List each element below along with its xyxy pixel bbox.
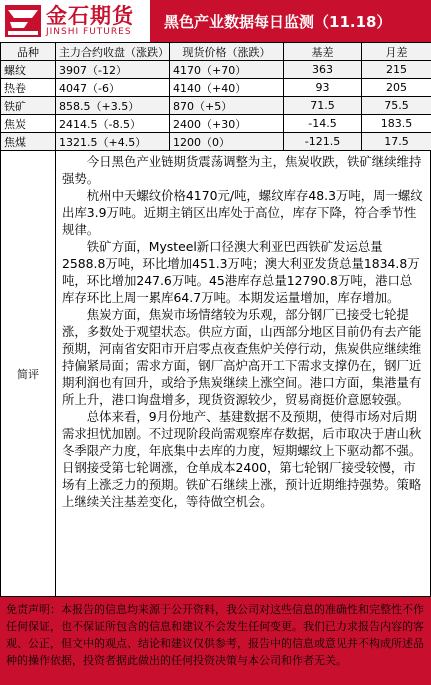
spot-price: 1200（0） [170, 133, 284, 151]
month-spread-value: 205 [362, 79, 431, 97]
basis-value: 363 [284, 61, 362, 79]
column-header: 主力合约收盘（涨跌） [56, 43, 170, 61]
futures-close: 4047（-6） [56, 79, 170, 97]
column-header: 基差 [284, 43, 362, 61]
spot-price: 870（+5） [170, 97, 284, 115]
month-spread-value: 215 [362, 61, 431, 79]
column-header: 现货价格（涨跌） [170, 43, 284, 61]
market-data-table [0, 42, 431, 151]
commodity-name: 焦煤 [1, 133, 56, 151]
commentary-paragraph: 今日黑色产业链期货震荡调整为主，焦炭收跌，铁矿继续维持强势。 [62, 154, 422, 186]
company-logo [0, 0, 150, 42]
commodity-name: 螺纹 [1, 61, 56, 79]
commentary-section [0, 150, 431, 597]
month-spread-value: 183.5 [362, 115, 431, 133]
logo-english-name: JINSHI FUTURES [46, 26, 132, 37]
table-row [1, 133, 431, 151]
table-row [1, 61, 431, 79]
report-header [0, 0, 431, 42]
table-row [1, 97, 431, 115]
commodity-name: 铁矿 [1, 97, 56, 115]
column-header: 月差 [362, 43, 431, 61]
basis-value: -121.5 [284, 133, 362, 151]
logo-chinese-name: 金石期货 [46, 3, 134, 28]
basis-value: 93 [284, 79, 362, 97]
disclaimer-text: 免责声明：本报告的信息均来源于公开资料，我公司对这些信息的准确性和完整性不作任何保证，也不保证所包含的信息和建议不会发生任何变更。我们已力求报告内容的客观、公正，但文中的观点、结论和建议仅供参考，报告中的信息或意见并不构成所述品种的操作依据，投资者据此做出的任何投资决策与本公司和作者无关。 [0, 597, 431, 685]
spot-price: 2400（+30） [170, 115, 284, 133]
commentary-paragraph: 杭州中天螺纹价格4170元/吨，螺纹库存48.3万吨，周一螺纹出库3.9万吨。近期主销区出库处于高位，库存下降，符合季节性规律。 [62, 188, 423, 237]
commentary-body [56, 151, 430, 596]
futures-close: 858.5（+3.5） [56, 97, 170, 115]
report-title: 黑色产业数据每日监测（11.18） [150, 0, 431, 42]
futures-close: 1321.5（+4.5） [56, 133, 170, 151]
commentary-paragraph: 焦炭方面，焦炭市场情绪较为乐观，部分钢厂已接受七轮提涨，多数处于观望状态。供应方面，山西部分地区目前仍有去产能预期，河南省安阳市开启零点夜查焦炉关停行动，焦炭供应继续维持偏紧局面；需求方面，钢厂高炉高开工下需求支撑仍在，钢厂近期利润也有回升，或给予焦炭继续上涨空间。港口方面，集港量有所上升，港口询盘增多，现货资源较少，贸易商挺价意愿较强。 [62, 307, 422, 407]
column-header: 品种 [1, 43, 56, 61]
commodity-name: 热卷 [1, 79, 56, 97]
table-row [1, 79, 431, 97]
basis-value: 71.5 [284, 97, 362, 115]
commodity-name: 焦炭 [1, 115, 56, 133]
basis-value: -14.5 [284, 115, 362, 133]
futures-close: 3907（-12） [56, 61, 170, 79]
table-header-row [1, 43, 431, 61]
spot-price: 4140（+40） [170, 79, 284, 97]
month-spread-value: 75.5 [362, 97, 431, 115]
logo-mark-icon [4, 4, 42, 38]
commentary-label: 简评 [1, 151, 56, 596]
commentary-paragraph: 铁矿方面，Mysteel新口径澳大利亚巴西铁矿发运总量2588.8万吨，环比增加451.3万吨；澳大利亚发货总量1834.8万吨，环比增加247.6万吨。45港库存总量12790.8万吨，港口总库存环比上周一累库64.7万吨。本期发运量增加，库存增加。 [62, 239, 420, 305]
month-spread-value: 17.5 [362, 133, 431, 151]
spot-price: 4170（+70） [170, 61, 284, 79]
futures-close: 2414.5（-8.5） [56, 115, 170, 133]
commentary-paragraph: 总体来看，9月份地产、基建数据不及预期，使得市场对后期需求担忧加剧。不过现阶段尚需观察库存数据，后市取决于唐山秋冬季限产力度，年底集中去库的力度，短期螺纹上下驱动都不强。日钢接受第七轮调涨，仓单成本2400，第七轮钢厂接受较慢，市场有上涨乏力的预期。铁矿石继续上涨，预计近期维持强势。策略上继续关注基差变化，等待做空机会。 [62, 409, 422, 509]
table-row [1, 115, 431, 133]
